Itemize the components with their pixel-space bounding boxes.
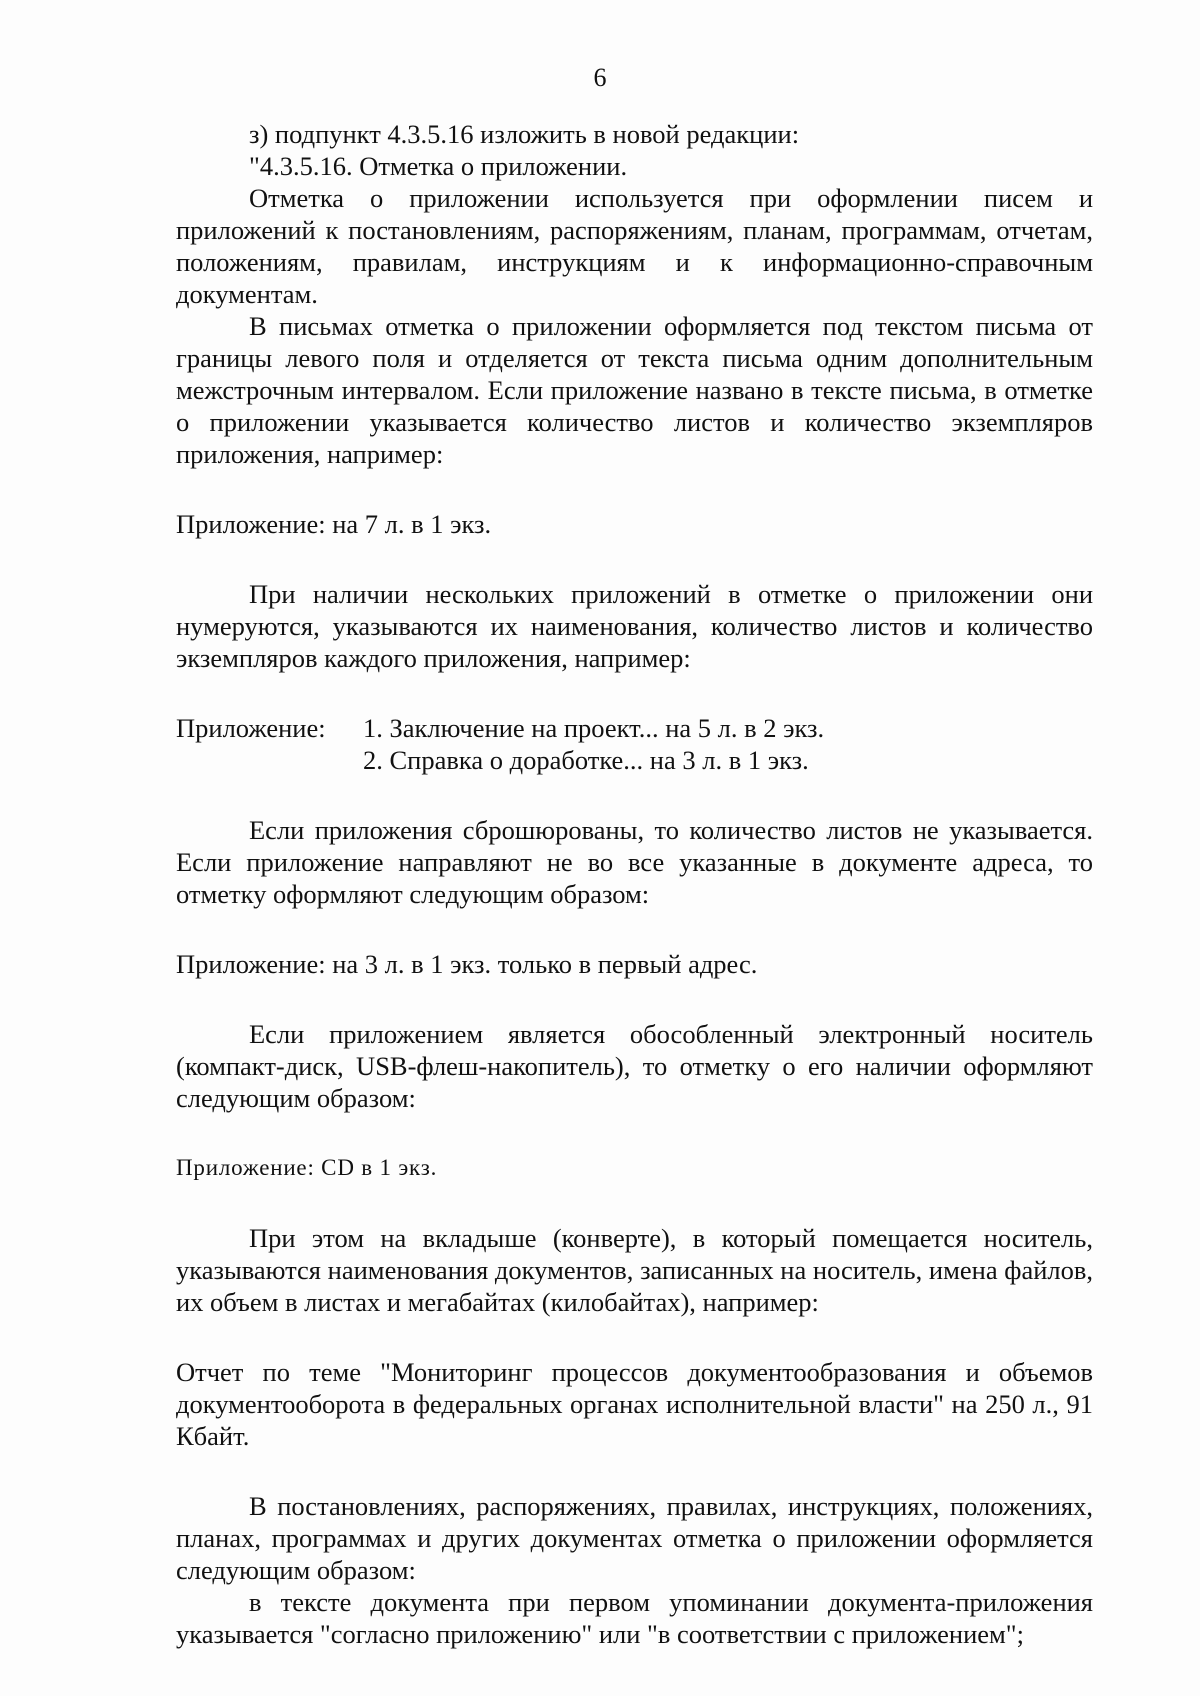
paragraph-multiple-appendices: При наличии нескольких приложений в отметке о приложении они нумеруются, указываются их наименования, количество листов и количество экземпляров каждого приложения, например: (176, 579, 1093, 673)
appendix-list-label: Приложение: (176, 713, 326, 743)
paragraph-bound-appendices: Если приложения сброшюрованы, то количество листов не указывается. Если приложение направляют не во все указанные в документе адреса, то отметку оформляют следующим образом: (176, 815, 1093, 909)
appendix-list-item: 1. Заключение на проект... на 5 л. в 2 экз. (363, 713, 825, 743)
page-number: 6 (593, 63, 607, 92)
example-cd-appendix: Приложение: CD в 1 экз. (176, 1155, 438, 1180)
appendix-list-items (363, 712, 824, 776)
document-body (176, 118, 1093, 1650)
example-first-address: Приложение: на 3 л. в 1 экз. только в первый адрес. (176, 949, 758, 979)
paragraph-section-heading: "4.3.5.16. Отметка о приложении. (249, 151, 628, 181)
paragraph-letters: В письмах отметка о приложении оформляется под текстом письма от границы левого поля и отделяется от текста письма одним дополнительным межстрочным интервалом. Если приложение названо в тексте письма, в отметке о приложении указывается количество листов и количество экземпляров приложения, например: (176, 311, 1093, 469)
paragraph-media-insert: При этом на вкладыше (конверте), в который помещается носитель, указываются наименования документов, записанных на носитель, имена файлов, их объем в листах и мегабайтах (килобайтах), например: (176, 1223, 1093, 1317)
paragraph-subpoint-z: з) подпункт 4.3.5.16 изложить в новой редакции: (249, 119, 800, 149)
example-report-insert: Отчет по теме "Мониторинг процессов документообразования и объемов документооборота в федеральных органах исполнительной власти" на 250 л., 91 Кбайт. (176, 1357, 1093, 1451)
paragraph-resolutions: В постановлениях, распоряжениях, правилах, инструкциях, положениях, планах, программах и других документах отметка о приложении оформляется следующим образом: (176, 1491, 1093, 1585)
paragraph-first-mention: в тексте документа при первом упоминании документа-приложения указывается "согласно приложению" или "в соответствии с приложением"; (176, 1587, 1093, 1649)
paragraph-electronic-media: Если приложением является обособленный электронный носитель (компакт-диск, USB-флеш-накопитель), то отметку о его наличии оформляют следующим образом: (176, 1019, 1093, 1113)
paragraph-usage: Отметка о приложении используется при оформлении писем и приложений к постановлениям, распоряжениям, планам, программам, отчетам, положениям, правилам, инструкциям и к информационно-справочным документам. (176, 183, 1093, 309)
appendix-list-item: 2. Справка о доработке... на 3 л. в 1 экз. (363, 745, 809, 775)
example-single-appendix: Приложение: на 7 л. в 1 экз. (176, 509, 492, 539)
example-appendix-list (176, 712, 1093, 776)
